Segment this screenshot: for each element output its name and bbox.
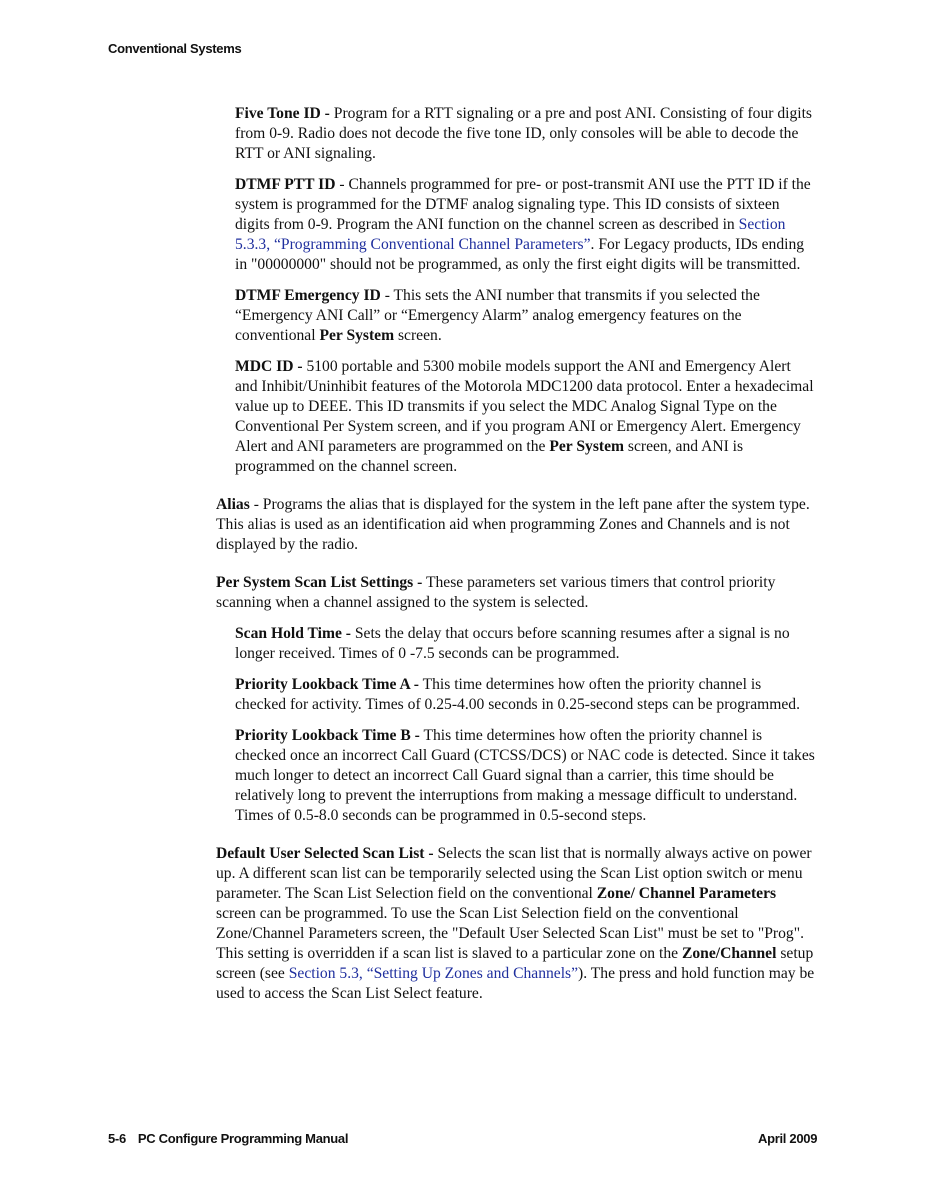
term: Priority Lookback Time B - [235,727,420,744]
five-tone-id-paragraph [235,104,816,164]
bold-term: Per System [319,327,395,344]
manual-title: PC Configure Programming Manual [137,1131,349,1146]
definition-cont: . For Legacy products, IDs ending in "00000000" should not be programmed, as only the first eight digits will be transmitted. [235,236,805,273]
section-5-3-3-link[interactable]: Section 5.3.3, “Programming Conventional Channel Parameters” [235,216,786,253]
definition: - This sets the ANI number that transmits if you selected the “Emergency ANI Call” or “Emergency Alarm” analog emergency features on the conventional [235,287,760,344]
body-text [216,104,816,1004]
bold-term: Per System [549,438,624,455]
definition-cont: screen can be programmed. To use the Scan List Selection field on the conventional Zone/Channel Parameters screen, the "Default User Selected Scan List" must be set to "Prog". This setting is overridden if a scan list is slaved to a particular zone on the [216,905,804,962]
bold-term: Zone/Channel [681,945,777,962]
definition-cont: screen. [394,327,442,344]
term: Scan Hold Time - [235,625,351,642]
definition: These parameters set various timers that control priority scanning when a channel assigned to the system is selected. [216,574,776,611]
term: DTMF PTT ID [235,176,336,193]
term: Default User Selected Scan List - [216,845,434,862]
term: Priority Lookback Time A - [235,676,419,693]
mdc-id-paragraph [235,357,816,477]
running-footer [108,1131,348,1146]
definition: Selects the scan list that is normally always active on power up. A different scan list can be temporarily selected using the Scan List option switch or menu parameter. The Scan List Selection field on the conventional [216,845,812,902]
term: Five Tone ID - [235,105,330,122]
definition: 5100 portable and 5300 mobile models support the ANI and Emergency Alert and Inhibit/Uninhibit features of the Motorola MDC1200 data protocol. Enter a hexadecimal value up to DEEE. This ID transmits if you select the MDC Analog Signal Type on the Conventional Per System screen, and if you program ANI or Emergency Alert. Emergency Alert and ANI parameters are programmed on the [235,358,814,455]
dtmf-emergency-id-paragraph [235,286,816,346]
definition: This time determines how often the priority channel is checked once an incorrect Call Guard (CTCSS/DCS) or NAC code is detected. Since it takes much longer to detect an incorrect Call Guard signal than a carrier, this time should be relatively long to prevent the interruptions from making a message difficult to understand. Times of 0.5-8.0 seconds can be programmed in 0.5-second steps. [235,727,815,824]
section-5-3-link[interactable]: Section 5.3, “Setting Up Zones and Channels” [288,965,579,982]
priority-lookback-a-paragraph [235,675,816,715]
scan-hold-time-paragraph [235,624,816,664]
page-number: 5-6 [108,1131,126,1146]
bold-term: Zone/ Channel Parameters [596,885,777,902]
definition-cont: setup screen (see [216,945,814,982]
alias-paragraph [216,495,816,555]
publication-date: April 2009 [758,1131,818,1146]
definition-cont: screen, and ANI is programmed on the channel screen. [235,438,744,475]
default-scan-list-paragraph [216,844,816,1004]
definition: Sets the delay that occurs before scanning resumes after a signal is no longer received. Times of 0 -7.5 seconds can be programmed. [235,625,790,662]
definition: Program for a RTT signaling or a pre and post ANI. Consisting of four digits from 0-9. Radio does not decode the five tone ID, only consoles will be able to decode the RTT or ANI signaling. [235,105,813,162]
term: MDC ID - [235,358,303,375]
term: Alias [216,496,250,513]
scan-list-settings-paragraph [216,573,816,613]
definition: - Channels programmed for pre- or post-transmit ANI use the PTT ID if the system is programmed for the DTMF analog signaling type. This ID consists of sixteen digits from 0-9. Program the ANI function on the channel screen as described in [235,176,811,233]
priority-lookback-b-paragraph [235,726,816,826]
definition: This time determines how often the priority channel is checked for activity. Times of 0.25-4.00 seconds in 0.25-second steps can be programmed. [235,676,800,713]
dtmf-ptt-id-paragraph [235,175,816,275]
term: DTMF Emergency ID [235,287,381,304]
term: Per System Scan List Settings - [216,574,423,591]
definition-cont: ). The press and hold function may be used to access the Scan List Select feature. [216,965,815,1002]
running-header: Conventional Systems [108,41,242,56]
definition: - Programs the alias that is displayed for the system in the left pane after the system type. This alias is used as an identification aid when programming Zones and Channels and is not displayed by the radio. [216,496,810,553]
